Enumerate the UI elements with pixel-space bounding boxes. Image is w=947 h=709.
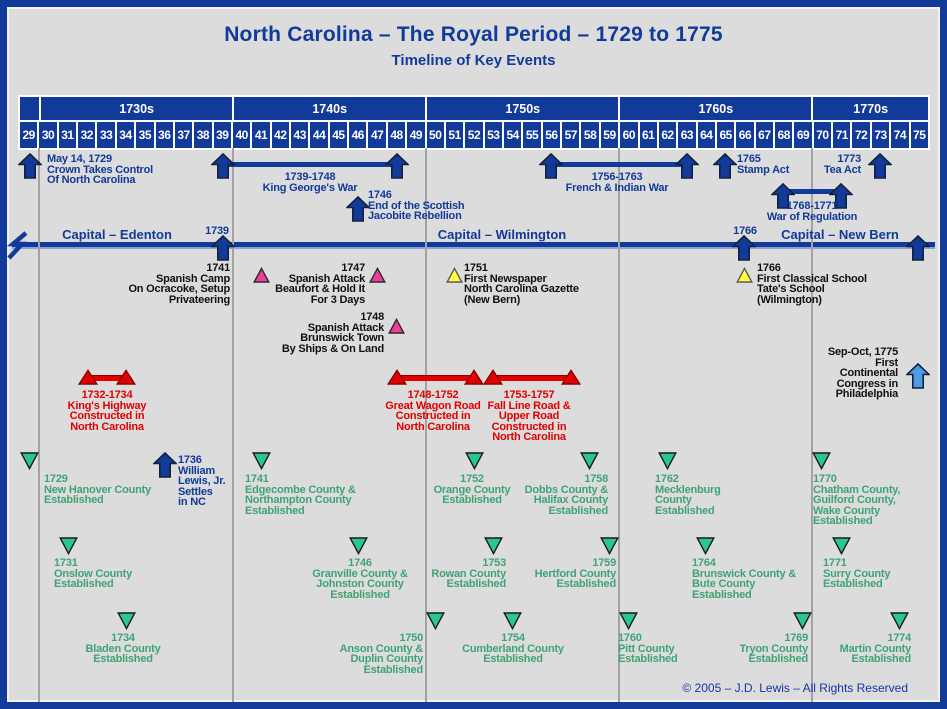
great-wagon-road-end-triangle-icon (464, 369, 484, 390)
label-line: On Ocracoke, Setup (128, 283, 230, 296)
mecklenburg-county-triangle-icon (658, 452, 677, 475)
label-line: Hertford County (534, 567, 616, 580)
label-line: Of North Carolina (47, 174, 136, 187)
dobbs-halifax-county-triangle-icon (580, 452, 599, 475)
label-line: Continental (839, 367, 898, 380)
year-cell: 71 (833, 122, 852, 148)
label-line: Established (556, 578, 616, 591)
label-line: 1748-1752 (407, 389, 459, 401)
chatham-guilford-wake-county-triangle-icon (812, 452, 831, 475)
orange-county-label (434, 474, 511, 506)
first-classical-school-label (757, 263, 867, 305)
label-line: War of Regulation (766, 210, 858, 223)
label-line: Established (655, 504, 715, 517)
year-cell: 64 (698, 122, 717, 148)
decade-divider-line (38, 148, 40, 702)
kings-highway-label (68, 390, 147, 432)
label-line: First Newspaper (464, 272, 547, 285)
label-line: Established (44, 494, 104, 507)
label-line: Established (363, 663, 423, 676)
label-line: Granville County & (312, 567, 408, 580)
label-line: Established (813, 515, 873, 528)
year-cell: 75 (913, 128, 926, 142)
page-title: North Carolina – The Royal Period – 1729 to 1775 (224, 23, 723, 46)
label-line: Established (748, 653, 808, 666)
william-lewis-settles-label (178, 455, 226, 508)
label-line: Mecklenburg (655, 483, 721, 496)
label-line: 1732-1734 (81, 389, 133, 401)
label-line: Constructed in (491, 420, 567, 433)
great-wagon-road-start-triangle-icon (387, 369, 407, 390)
line-break-zigzag-icon (5, 230, 31, 262)
label-line: Spanish Attack (288, 272, 365, 285)
king-georges-war-end-arrow-icon (385, 153, 409, 184)
fall-line-road-label (488, 390, 571, 443)
label-line: 1751 (464, 262, 488, 274)
surry-county-label (823, 558, 890, 590)
label-line: 1759 (592, 557, 616, 569)
year-cell: 45 (330, 122, 349, 148)
label-line: French & Indian War (565, 181, 669, 194)
year-cell: 39 (214, 122, 233, 148)
cumberland-county-label (462, 633, 564, 665)
new-hanover-county-label (44, 474, 151, 506)
label-line: Chatham County, (813, 483, 901, 496)
year-cell: 70 (814, 122, 833, 148)
label-line: Northampton County (245, 494, 352, 507)
king-georges-war-bar (223, 162, 397, 167)
william-lewis-settles-arrow-icon (153, 452, 177, 483)
fall-line-road-start-triangle-icon (483, 369, 503, 390)
label-line: Bute County (692, 578, 756, 591)
label-line: 1741 (206, 262, 230, 274)
year-cell: 49 (407, 122, 426, 148)
decade-cell-1750s: 1750s (427, 97, 620, 120)
tea-act-arrow-icon (868, 153, 892, 184)
mecklenburg-county-label (655, 474, 721, 516)
capital-label: Capital – New Bern (781, 227, 899, 242)
year-cell: 66 (736, 122, 755, 148)
edgecombe-northampton-county-triangle-icon (252, 452, 271, 475)
year-cell: 63 (678, 122, 697, 148)
martin-county-label (840, 633, 911, 665)
onslow-county-label (54, 558, 132, 590)
label-line: Halifax County (533, 494, 608, 507)
king-georges-war-label (263, 172, 358, 193)
tea-act-label (824, 154, 861, 175)
label-line: New Hanover County (44, 483, 152, 496)
decade-cell-1760s: 1760s (620, 97, 813, 120)
year-cell: 60 (620, 122, 639, 148)
jacobite-rebellion-label (368, 190, 464, 222)
brunswick-bute-county-label (692, 558, 796, 600)
tryon-county-label (740, 633, 809, 665)
year-cell: 34 (117, 122, 136, 148)
year-cell: 73 (872, 122, 891, 148)
year-cell: 29 (20, 122, 39, 148)
label-line: Beaufort & Hold It (275, 283, 365, 296)
label-line: Settles (178, 485, 213, 498)
page-subtitle: Timeline of Key Events (391, 52, 556, 69)
label-line: Fall Line Road & (487, 399, 571, 412)
spanish-camp-ocracoke-triangle-icon (253, 267, 270, 288)
label-line: End of the Scottish (368, 199, 465, 212)
label-line: 1739-1748 (284, 171, 336, 183)
first-newspaper-triangle-icon (446, 267, 463, 288)
first-classical-school-triangle-icon (736, 267, 753, 288)
first-continental-congress-arrow-icon (906, 363, 930, 394)
label-line: 1768-1771 (786, 200, 838, 212)
year-cell: 69 (794, 122, 813, 148)
label-line: 1729 (44, 473, 68, 485)
label-line: Anson County & (339, 642, 423, 655)
label-line: Cumberland County (462, 642, 564, 655)
label-line: 1746 (348, 557, 372, 569)
spanish-attack-beaufort-label (275, 263, 365, 305)
label-line: Established (483, 653, 543, 666)
year-cell: 61 (640, 122, 659, 148)
capital-marker-1739-label (205, 226, 229, 237)
label-line: Martin County (839, 642, 911, 655)
spanish-camp-ocracoke-label (128, 263, 230, 305)
copyright: © 2005 – J.D. Lewis – All Rights Reserved (682, 681, 908, 695)
capital-marker-1766-label (733, 226, 757, 237)
year-cell: 52 (465, 122, 484, 148)
label-line: 1741 (245, 473, 269, 485)
label-line: 1746 (368, 189, 392, 201)
year-cell: 41 (252, 122, 271, 148)
year-cell: 67 (756, 122, 775, 148)
label-line: 1739 (205, 225, 229, 237)
year-cell: 65 (717, 122, 736, 148)
label-line: Philadelphia (835, 388, 898, 401)
label-line: Rowan County (431, 567, 506, 580)
label-line: Guilford County, (813, 494, 896, 507)
decade-cell-1730s: 1730s (41, 97, 234, 120)
year-cell: 35 (136, 122, 155, 148)
label-line: Brunswick Town (300, 332, 384, 345)
year-cell: 38 (194, 122, 213, 148)
label-line: North Carolina Gazette (464, 283, 579, 296)
spanish-attack-brunswick-triangle-icon (388, 318, 405, 339)
label-line: in NC (178, 496, 206, 509)
label-line: King George's War (262, 181, 358, 194)
spanish-attack-brunswick-label (282, 312, 384, 354)
year-cell: 48 (388, 122, 407, 148)
decade-cell-1770s: 1770s (853, 101, 889, 116)
label-line: (Wilmington) (757, 293, 822, 306)
label-line: 1769 (784, 632, 808, 644)
label-line: Established (93, 653, 153, 666)
label-line: May 14, 1729 (47, 153, 112, 165)
year-cell: 36 (156, 122, 175, 148)
label-line: Established (823, 578, 883, 591)
orange-county-triangle-icon (465, 452, 484, 475)
year-cell: 59 (601, 122, 620, 148)
label-line: 1748 (360, 311, 384, 323)
label-line: 1754 (501, 632, 525, 644)
label-line: 1760 (618, 632, 642, 644)
label-line: 1765 (737, 153, 761, 165)
label-line: 1771 (823, 557, 847, 569)
dobbs-halifax-county-label (525, 474, 608, 516)
label-line: First Classical School (757, 272, 867, 285)
first-newspaper-label (464, 263, 579, 305)
capital-marker-1766-arrow-icon (732, 235, 756, 266)
kings-highway-start-triangle-icon (78, 369, 98, 390)
crown-takes-control-arrow-icon (18, 153, 42, 184)
year-cell: 54 (504, 122, 523, 148)
label-line: Johnston County (316, 578, 404, 591)
label-line: William (178, 464, 216, 477)
label-line: Established (245, 504, 305, 517)
label-line: Bladen County (85, 642, 161, 655)
label-line: Edgecombe County & (245, 483, 356, 496)
year-cell: 51 (446, 122, 465, 148)
crown-takes-control-label (47, 154, 153, 186)
jacobite-rebellion-arrow-icon (346, 196, 370, 227)
label-line: First (875, 356, 898, 369)
year-cell: 32 (78, 122, 97, 148)
label-line: 1764 (692, 557, 716, 569)
granville-johnston-county-label (312, 558, 407, 600)
french-indian-war-end-arrow-icon (675, 153, 699, 184)
capital-line-end-arrow-icon (906, 235, 930, 266)
stamp-act-label (737, 154, 789, 175)
label-line: Established (851, 653, 911, 666)
new-hanover-county-triangle-icon (20, 452, 39, 475)
year-cell: 30 (39, 122, 58, 148)
label-line: 1774 (887, 632, 911, 644)
year-cell: 37 (175, 122, 194, 148)
label-line: Jacobite Rebellion (368, 210, 462, 223)
king-georges-war-start-arrow-icon (211, 153, 235, 184)
label-line: Dobbs County & (524, 483, 608, 496)
label-line: Great Wagon Road (385, 399, 481, 412)
label-line: Upper Road (498, 410, 560, 423)
year-cell: 58 (581, 122, 600, 148)
label-line: Congress in (836, 377, 898, 390)
year-cell: 53 (485, 122, 504, 148)
year-cell: 44 (310, 122, 329, 148)
fall-line-road-end-triangle-icon (561, 369, 581, 390)
label-line: Tryon County (739, 642, 808, 655)
stamp-act-arrow-icon (713, 153, 737, 184)
great-wagon-road-bar (397, 375, 474, 381)
label-line: Spanish Camp (155, 272, 230, 285)
label-line: (New Bern) (464, 293, 521, 306)
label-line: Established (548, 504, 608, 517)
hertford-county-label (535, 558, 616, 590)
label-line: Established (446, 578, 506, 591)
label-line: Crown Takes Control (47, 163, 154, 176)
label-line: 1766 (733, 225, 757, 237)
spanish-attack-beaufort-triangle-icon (369, 267, 386, 288)
label-line: County (655, 494, 692, 507)
label-line: Tea Act (823, 163, 861, 176)
label-line: Established (692, 588, 752, 601)
label-line: Brunswick County & (692, 567, 796, 580)
label-line: 1753 (482, 557, 506, 569)
capital-label: Capital – Edenton (62, 227, 172, 242)
label-line: Duplin County (350, 653, 423, 666)
label-line: North Carolina (492, 431, 566, 444)
label-line: By Ships & On Land (281, 342, 384, 355)
label-line: 1762 (655, 473, 679, 485)
label-line: Constructed in (395, 410, 471, 423)
label-line: 1766 (757, 262, 781, 274)
year-cell: 47 (368, 122, 387, 148)
edgecombe-northampton-county-label (245, 474, 356, 516)
label-line: North Carolina (396, 420, 470, 433)
label-line: Established (54, 578, 114, 591)
label-line: 1773 (837, 153, 861, 165)
label-line: Established (442, 494, 502, 507)
year-cell: 56 (543, 122, 562, 148)
war-of-regulation-label (767, 201, 857, 222)
label-line: 1731 (54, 557, 78, 569)
label-line: Spanish Attack (307, 321, 384, 334)
decade-cell-1740s: 1740s (234, 97, 427, 120)
year-cell: 68 (775, 122, 794, 148)
label-line: Wake County (813, 504, 881, 517)
year-cell: 50 (427, 122, 446, 148)
label-line: For 3 Days (310, 293, 365, 306)
capital-timeline-line-shade (12, 247, 935, 249)
year-cell: 57 (562, 122, 581, 148)
label-line: Constructed in (69, 410, 145, 423)
french-indian-war-bar (551, 162, 686, 167)
rowan-county-label (431, 558, 506, 590)
anson-duplin-county-label (340, 633, 423, 675)
year-cell: 55 (523, 122, 542, 148)
label-line: North Carolina (70, 420, 144, 433)
label-line: Onslow County (54, 567, 133, 580)
year-cell: 62 (659, 122, 678, 148)
bladen-county-label (85, 633, 160, 665)
label-line: Lewis, Jr. (178, 475, 226, 488)
year-cell: 42 (272, 122, 291, 148)
label-line: Orange County (433, 483, 511, 496)
label-line: 1758 (584, 473, 608, 485)
capital-label: Capital – Wilmington (437, 227, 567, 242)
label-line: 1756-1763 (591, 171, 643, 183)
decade-divider-line (232, 148, 234, 702)
label-line: 1752 (460, 473, 484, 485)
label-line: 1770 (813, 473, 837, 485)
label-line: 1747 (341, 262, 365, 274)
kings-highway-end-triangle-icon (116, 369, 136, 390)
year-cell: 72 (852, 122, 871, 148)
anson-duplin-county-triangle-icon (426, 612, 445, 635)
pitt-county-label (618, 633, 678, 665)
label-line: Established (330, 588, 390, 601)
french-indian-war-label (566, 172, 669, 193)
label-line: Stamp Act (737, 163, 790, 176)
label-line: 1753-1757 (503, 389, 555, 401)
year-cell: 31 (59, 122, 78, 148)
label-line: Established (618, 653, 678, 666)
label-line: Surry County (823, 567, 891, 580)
label-line: Privateering (168, 293, 230, 306)
label-line: Sep-Oct, 1775 (827, 346, 898, 358)
label-line: Tate's School (757, 283, 825, 296)
label-line: King's Highway (67, 399, 147, 412)
label-line: 1750 (399, 632, 423, 644)
chatham-guilford-wake-county-label (813, 474, 900, 527)
year-cell: 74 (891, 122, 910, 148)
label-line: Pitt County (618, 642, 675, 655)
fall-line-road-bar (493, 375, 570, 381)
label-line: 1736 (178, 454, 202, 466)
year-cell: 46 (349, 122, 368, 148)
year-cell: 33 (97, 122, 116, 148)
year-cell: 40 (233, 122, 252, 148)
label-line: 1734 (111, 632, 135, 644)
french-indian-war-start-arrow-icon (539, 153, 563, 184)
first-continental-congress-label (828, 347, 898, 400)
year-cell: 43 (291, 122, 310, 148)
great-wagon-road-label (385, 390, 480, 432)
